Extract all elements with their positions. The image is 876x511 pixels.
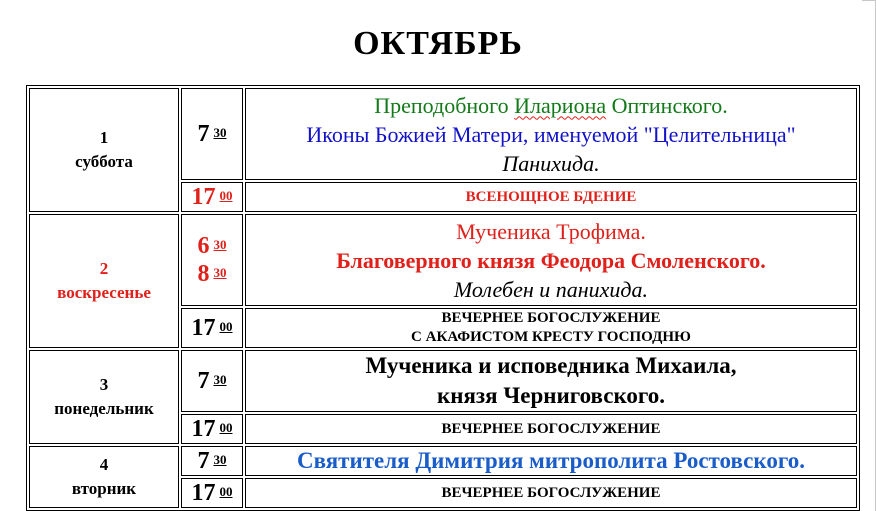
day-cell xyxy=(29,350,179,444)
day-number: 2 xyxy=(99,259,109,278)
time-cell xyxy=(181,88,243,180)
day-weekday: вторник xyxy=(71,479,137,498)
service-cell xyxy=(245,88,857,180)
service-cell xyxy=(245,414,857,444)
schedule-table xyxy=(26,85,860,511)
time-cell xyxy=(181,350,243,412)
service-line: князя Черниговского. xyxy=(436,383,666,408)
service-cell xyxy=(245,308,857,348)
service-cell xyxy=(245,182,857,212)
service-line: Благоверного князя Феодора Смоленского. xyxy=(336,247,766,273)
time-cell xyxy=(181,308,243,348)
service-time: 6 $^{30}$ xyxy=(197,233,227,259)
time-cell xyxy=(181,414,243,444)
page-edge xyxy=(862,0,876,1)
time-cell xyxy=(181,478,243,508)
day-cell xyxy=(29,88,179,212)
service-line: Святителя Димитрия митрополита Ростовского. xyxy=(297,448,805,473)
day-cell xyxy=(29,214,179,348)
table-row xyxy=(29,446,857,476)
service-line: Мученика Трофима. xyxy=(456,218,646,244)
service-cell xyxy=(245,350,857,412)
day-number: 4 xyxy=(99,455,109,474)
service-line: С АКАФИСТОМ КРЕСТУ ГОСПОДНЮ xyxy=(411,329,691,345)
day-weekday: воскресенье xyxy=(57,283,151,302)
service-time: 17 $^{00}$ xyxy=(191,416,233,442)
service-time: 7 $^{30}$ xyxy=(197,368,227,394)
service-cell xyxy=(245,478,857,508)
table-row xyxy=(29,88,857,180)
service-line: Преподобного Илариона Оптинского. xyxy=(374,92,728,118)
service-time: 7 $^{30}$ xyxy=(197,448,227,474)
service-time: 17 $^{00}$ xyxy=(191,480,233,506)
table-row xyxy=(29,214,857,306)
service-time: 8 $^{30}$ xyxy=(197,261,227,287)
service-line: Молебен и панихида. xyxy=(453,276,649,302)
time-cell xyxy=(181,446,243,476)
day-number: 1 xyxy=(99,128,109,147)
table-row xyxy=(29,350,857,412)
service-line: ВСЕНОЩНОЕ БДЕНИЕ xyxy=(465,188,637,205)
service-cell xyxy=(245,214,857,306)
service-line: Панихида. xyxy=(502,150,600,176)
day-weekday: суббота xyxy=(75,152,133,171)
service-line: ВЕЧЕРНЕЕ БОГОСЛУЖЕНИЕ xyxy=(441,484,661,501)
service-time: 17 $^{00}$ xyxy=(191,315,233,341)
service-time: 17 $^{00}$ xyxy=(191,184,233,210)
time-cell xyxy=(181,182,243,212)
service-line: Мученика и исповедника Михаила, xyxy=(365,353,737,378)
service-line: ВЕЧЕРНЕЕ БОГОСЛУЖЕНИЕ xyxy=(441,420,661,437)
day-weekday: понедельник xyxy=(54,399,154,418)
day-number: 3 xyxy=(99,375,109,394)
service-line: ВЕЧЕРНЕЕ БОГОСЛУЖЕНИЕ xyxy=(441,310,661,326)
service-cell xyxy=(245,446,857,476)
day-cell xyxy=(29,446,179,508)
service-line: Иконы Божией Матери, именуемой "Целительница" xyxy=(306,121,796,147)
time-cell xyxy=(181,214,243,306)
page-title: ОКТЯБРЬ xyxy=(353,25,523,62)
service-time: 7 $^{30}$ xyxy=(197,121,227,147)
